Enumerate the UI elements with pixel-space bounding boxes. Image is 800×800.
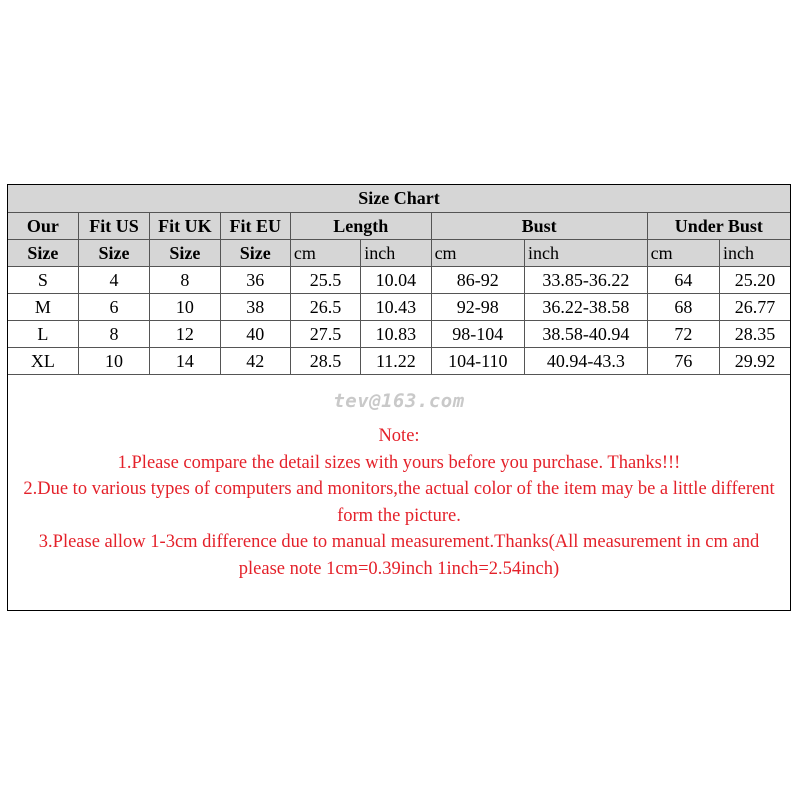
- cell-size: S: [8, 267, 78, 294]
- cell-eu: 36: [220, 267, 290, 294]
- cell-length-inch: 10.43: [361, 294, 431, 321]
- watermark: tev@163.com: [333, 390, 465, 412]
- cell-us: 10: [78, 348, 149, 375]
- size-chart: [7, 184, 791, 611]
- table-row: [8, 321, 790, 348]
- header-length: Length: [290, 213, 431, 240]
- cell-under-inch: 28.35: [720, 321, 791, 348]
- cell-length-inch: 11.22: [361, 348, 431, 375]
- notes-heading: Note:: [378, 426, 420, 446]
- table-row: [8, 348, 790, 375]
- header-fit-us-sub: Size: [78, 240, 149, 267]
- cell-uk: 10: [150, 294, 220, 321]
- cell-length-cm: 27.5: [290, 321, 360, 348]
- header-under-bust: Under Bust: [647, 213, 790, 240]
- cell-bust-cm: 104-110: [431, 348, 524, 375]
- header-bust: Bust: [431, 213, 647, 240]
- cell-bust-cm: 98-104: [431, 321, 524, 348]
- cell-eu: 38: [220, 294, 290, 321]
- header-fit-uk-sub: Size: [150, 240, 220, 267]
- header-fit-eu-sub: Size: [220, 240, 290, 267]
- cell-under-cm: 76: [647, 348, 719, 375]
- cell-size: XL: [8, 348, 78, 375]
- table-row: [8, 267, 790, 294]
- cell-under-inch: 26.77: [720, 294, 791, 321]
- cell-under-cm: 72: [647, 321, 719, 348]
- cell-bust-cm: 86-92: [431, 267, 524, 294]
- header-under-bust-cm: cm: [647, 240, 719, 267]
- cell-eu: 40: [220, 321, 290, 348]
- cell-us: 8: [78, 321, 149, 348]
- cell-length-cm: 26.5: [290, 294, 360, 321]
- cell-under-cm: 68: [647, 294, 719, 321]
- cell-bust-inch: 40.94-43.3: [525, 348, 648, 375]
- cell-eu: 42: [220, 348, 290, 375]
- header-length-inch: inch: [361, 240, 431, 267]
- cell-uk: 12: [150, 321, 220, 348]
- header-fit-us: Fit US: [78, 213, 149, 240]
- header-fit-uk: Fit UK: [150, 213, 220, 240]
- size-table: [8, 185, 790, 375]
- cell-under-inch: 29.92: [720, 348, 791, 375]
- note-line-3: 3.Please allow 1-3cm difference due to manual measurement.Thanks(All measurement in cm and please note 1cm=0.39inch 1inch=2.54inch): [38, 532, 760, 579]
- header-bust-inch: inch: [525, 240, 648, 267]
- cell-size: M: [8, 294, 78, 321]
- cell-under-inch: 25.20: [720, 267, 791, 294]
- cell-bust-cm: 92-98: [431, 294, 524, 321]
- cell-uk: 8: [150, 267, 220, 294]
- cell-length-inch: 10.04: [361, 267, 431, 294]
- header-length-cm: cm: [290, 240, 360, 267]
- cell-size: L: [8, 321, 78, 348]
- table-row: [8, 294, 790, 321]
- cell-bust-inch: 33.85-36.22: [525, 267, 648, 294]
- cell-bust-inch: 36.22-38.58: [525, 294, 648, 321]
- cell-length-cm: 28.5: [290, 348, 360, 375]
- header-under-bust-inch: inch: [720, 240, 791, 267]
- cell-us: 4: [78, 267, 149, 294]
- header-our-size: Our: [8, 213, 78, 240]
- header-bust-cm: cm: [431, 240, 524, 267]
- header-our-size-sub: Size: [8, 240, 78, 267]
- cell-length-inch: 10.83: [361, 321, 431, 348]
- cell-bust-inch: 38.58-40.94: [525, 321, 648, 348]
- cell-under-cm: 64: [647, 267, 719, 294]
- cell-uk: 14: [150, 348, 220, 375]
- table-title: Size Chart: [8, 185, 790, 213]
- header-fit-eu: Fit EU: [220, 213, 290, 240]
- cell-us: 6: [78, 294, 149, 321]
- cell-length-cm: 25.5: [290, 267, 360, 294]
- note-line-1: 1.Please compare the detail sizes with yours before you purchase. Thanks!!!: [117, 452, 681, 473]
- note-line-2: 2.Due to various types of computers and monitors,the actual color of the item may be a little different form the picture.: [23, 479, 775, 526]
